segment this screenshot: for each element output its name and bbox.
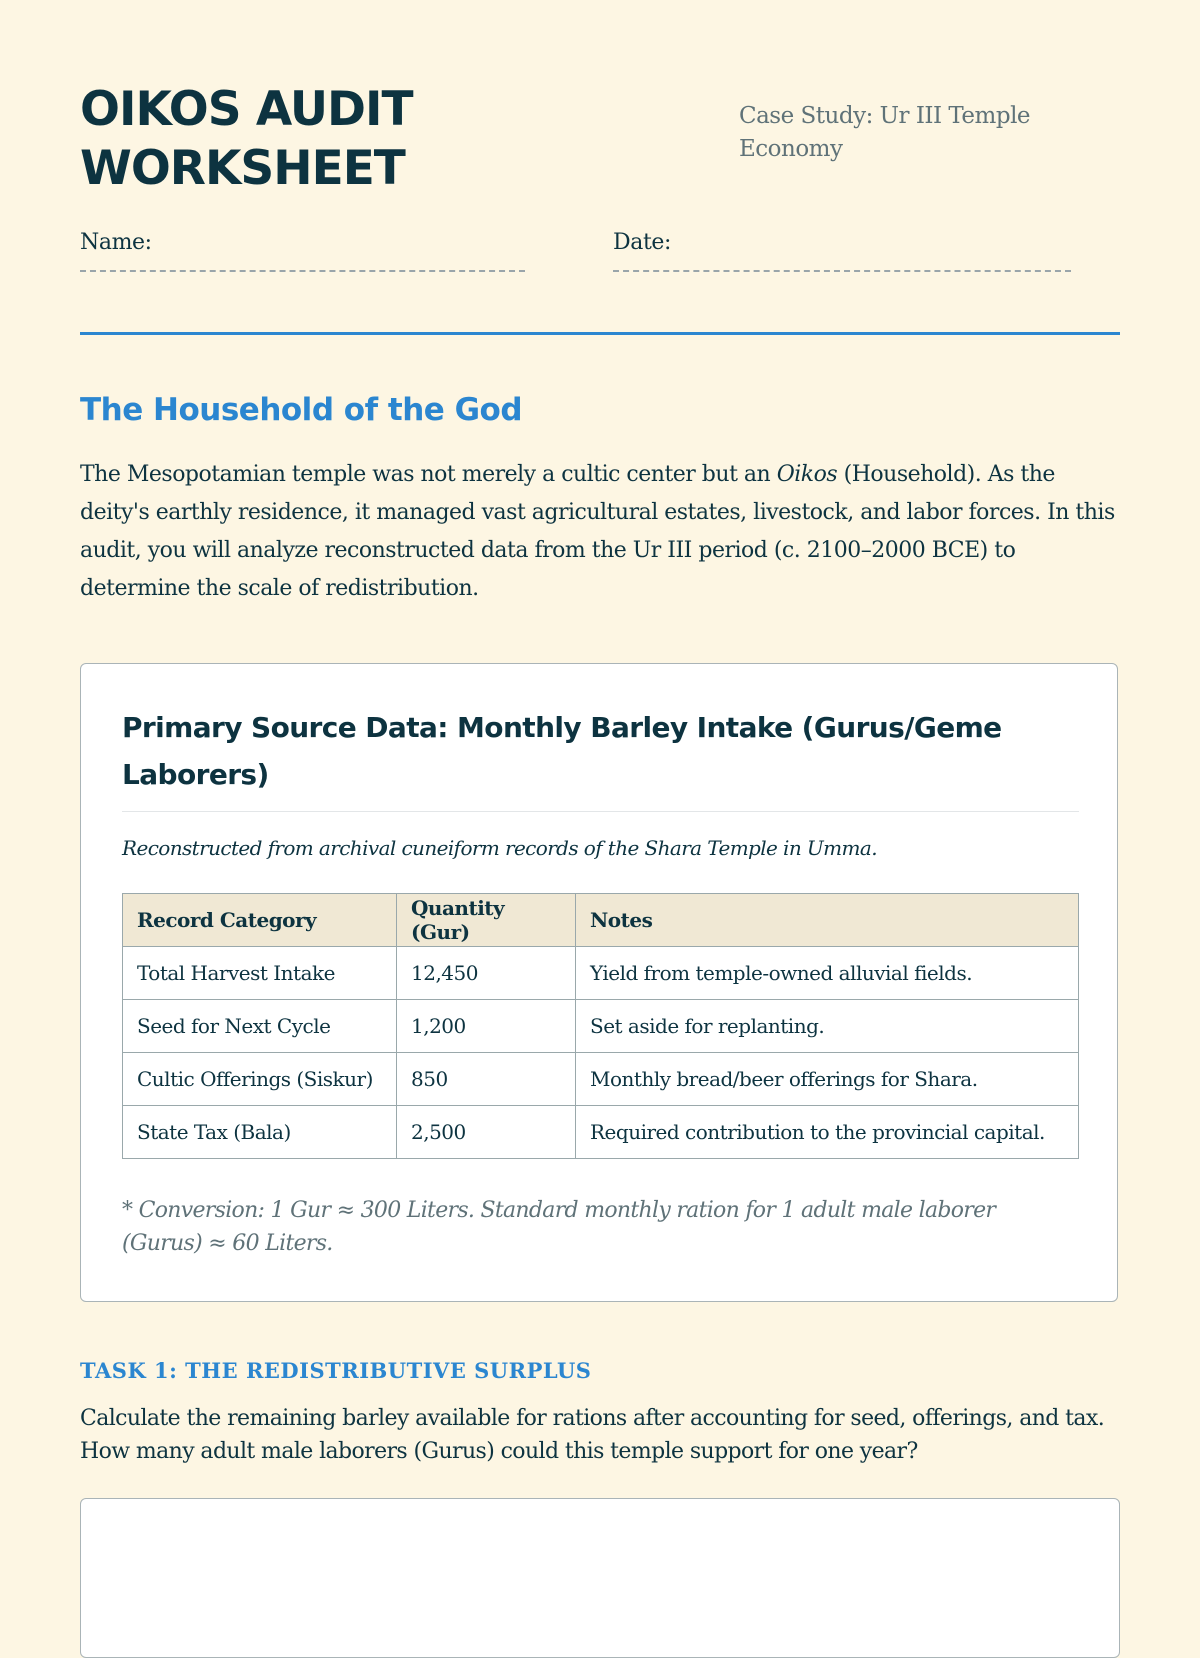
barley-intake-table [122,893,1079,1159]
primary-source-card [80,663,1118,1302]
column-header-notes: Notes [576,894,1079,947]
column-header-quantity: Quantity (Gur) [397,894,576,947]
table-row [123,947,1079,1000]
cell-notes: Set aside for replanting. [576,1000,1079,1053]
intro-emphasis: Oikos [776,462,838,487]
title-line-1: OIKOS AUDIT [80,82,413,137]
title-line-2: WORKSHEET [80,141,405,196]
cell-notes: Monthly bread/beer offerings for Shara. [576,1053,1079,1106]
task-1-title: TASK 1: THE REDISTRIBUTIVE SURPLUS [80,1358,592,1383]
date-field [613,228,1071,272]
card-divider [122,811,1079,812]
name-label: Name: [80,230,152,255]
table-row [123,1106,1079,1159]
table-row [123,1000,1079,1053]
name-field [80,228,525,272]
source-note: Reconstructed from archival cuneiform records of the Shara Temple in Umma. [122,836,877,860]
page-title [80,80,500,198]
card-title: Primary Source Data: Monthly Barley Intake (Gurus/Geme Laborers) [122,711,1002,791]
cell-category: Total Harvest Intake [123,947,397,1000]
cell-notes: Yield from temple-owned alluvial fields. [576,947,1079,1000]
column-header-category: Record Category [123,894,397,947]
date-blank-line [613,268,1071,272]
cell-category: Seed for Next Cycle [123,1000,397,1053]
name-blank-line [80,268,525,272]
header-divider [80,332,1120,335]
task-1-prompt: Calculate the remaining barley available for rations after accounting for seed, offerings, and tax. How many adult male laborers (Gurus) could this temple support for one year? [80,1406,1105,1464]
cell-quantity: 1,200 [397,1000,576,1053]
cell-quantity: 850 [397,1053,576,1106]
intro-text-before: The Mesopotamian temple was not merely a cultic center but an [80,462,777,487]
task-1-answer-input[interactable] [80,1498,1120,1658]
conversion-note: * Conversion: 1 Gur ≈ 300 Liters. Standard monthly ration for 1 adult male laborer (Gurus) ≈ 60 Liters. [122,1198,996,1256]
cell-quantity: 12,450 [397,947,576,1000]
cell-category: Cultic Offerings (Siskur) [123,1053,397,1106]
cell-category: State Tax (Bala) [123,1106,397,1159]
table-row [123,1053,1079,1106]
cell-quantity: 2,500 [397,1106,576,1159]
case-study-label: Case Study: Ur III Temple Economy [739,103,1031,162]
section-title: The Household of the God [80,392,523,428]
intro-paragraph [80,456,1120,608]
cell-notes: Required contribution to the provincial capital. [576,1106,1079,1159]
intro-text-after: (Household). As the deity's earthly residence, it managed vast agricultural estates, livestock, and labor forces. In this audit, you will analyze reconstructed data from the Ur III period (c. 2100–2000 BCE) to determine the scale of redistribution. [80,462,1115,601]
table-header-row [123,894,1079,947]
date-label: Date: [613,230,672,255]
